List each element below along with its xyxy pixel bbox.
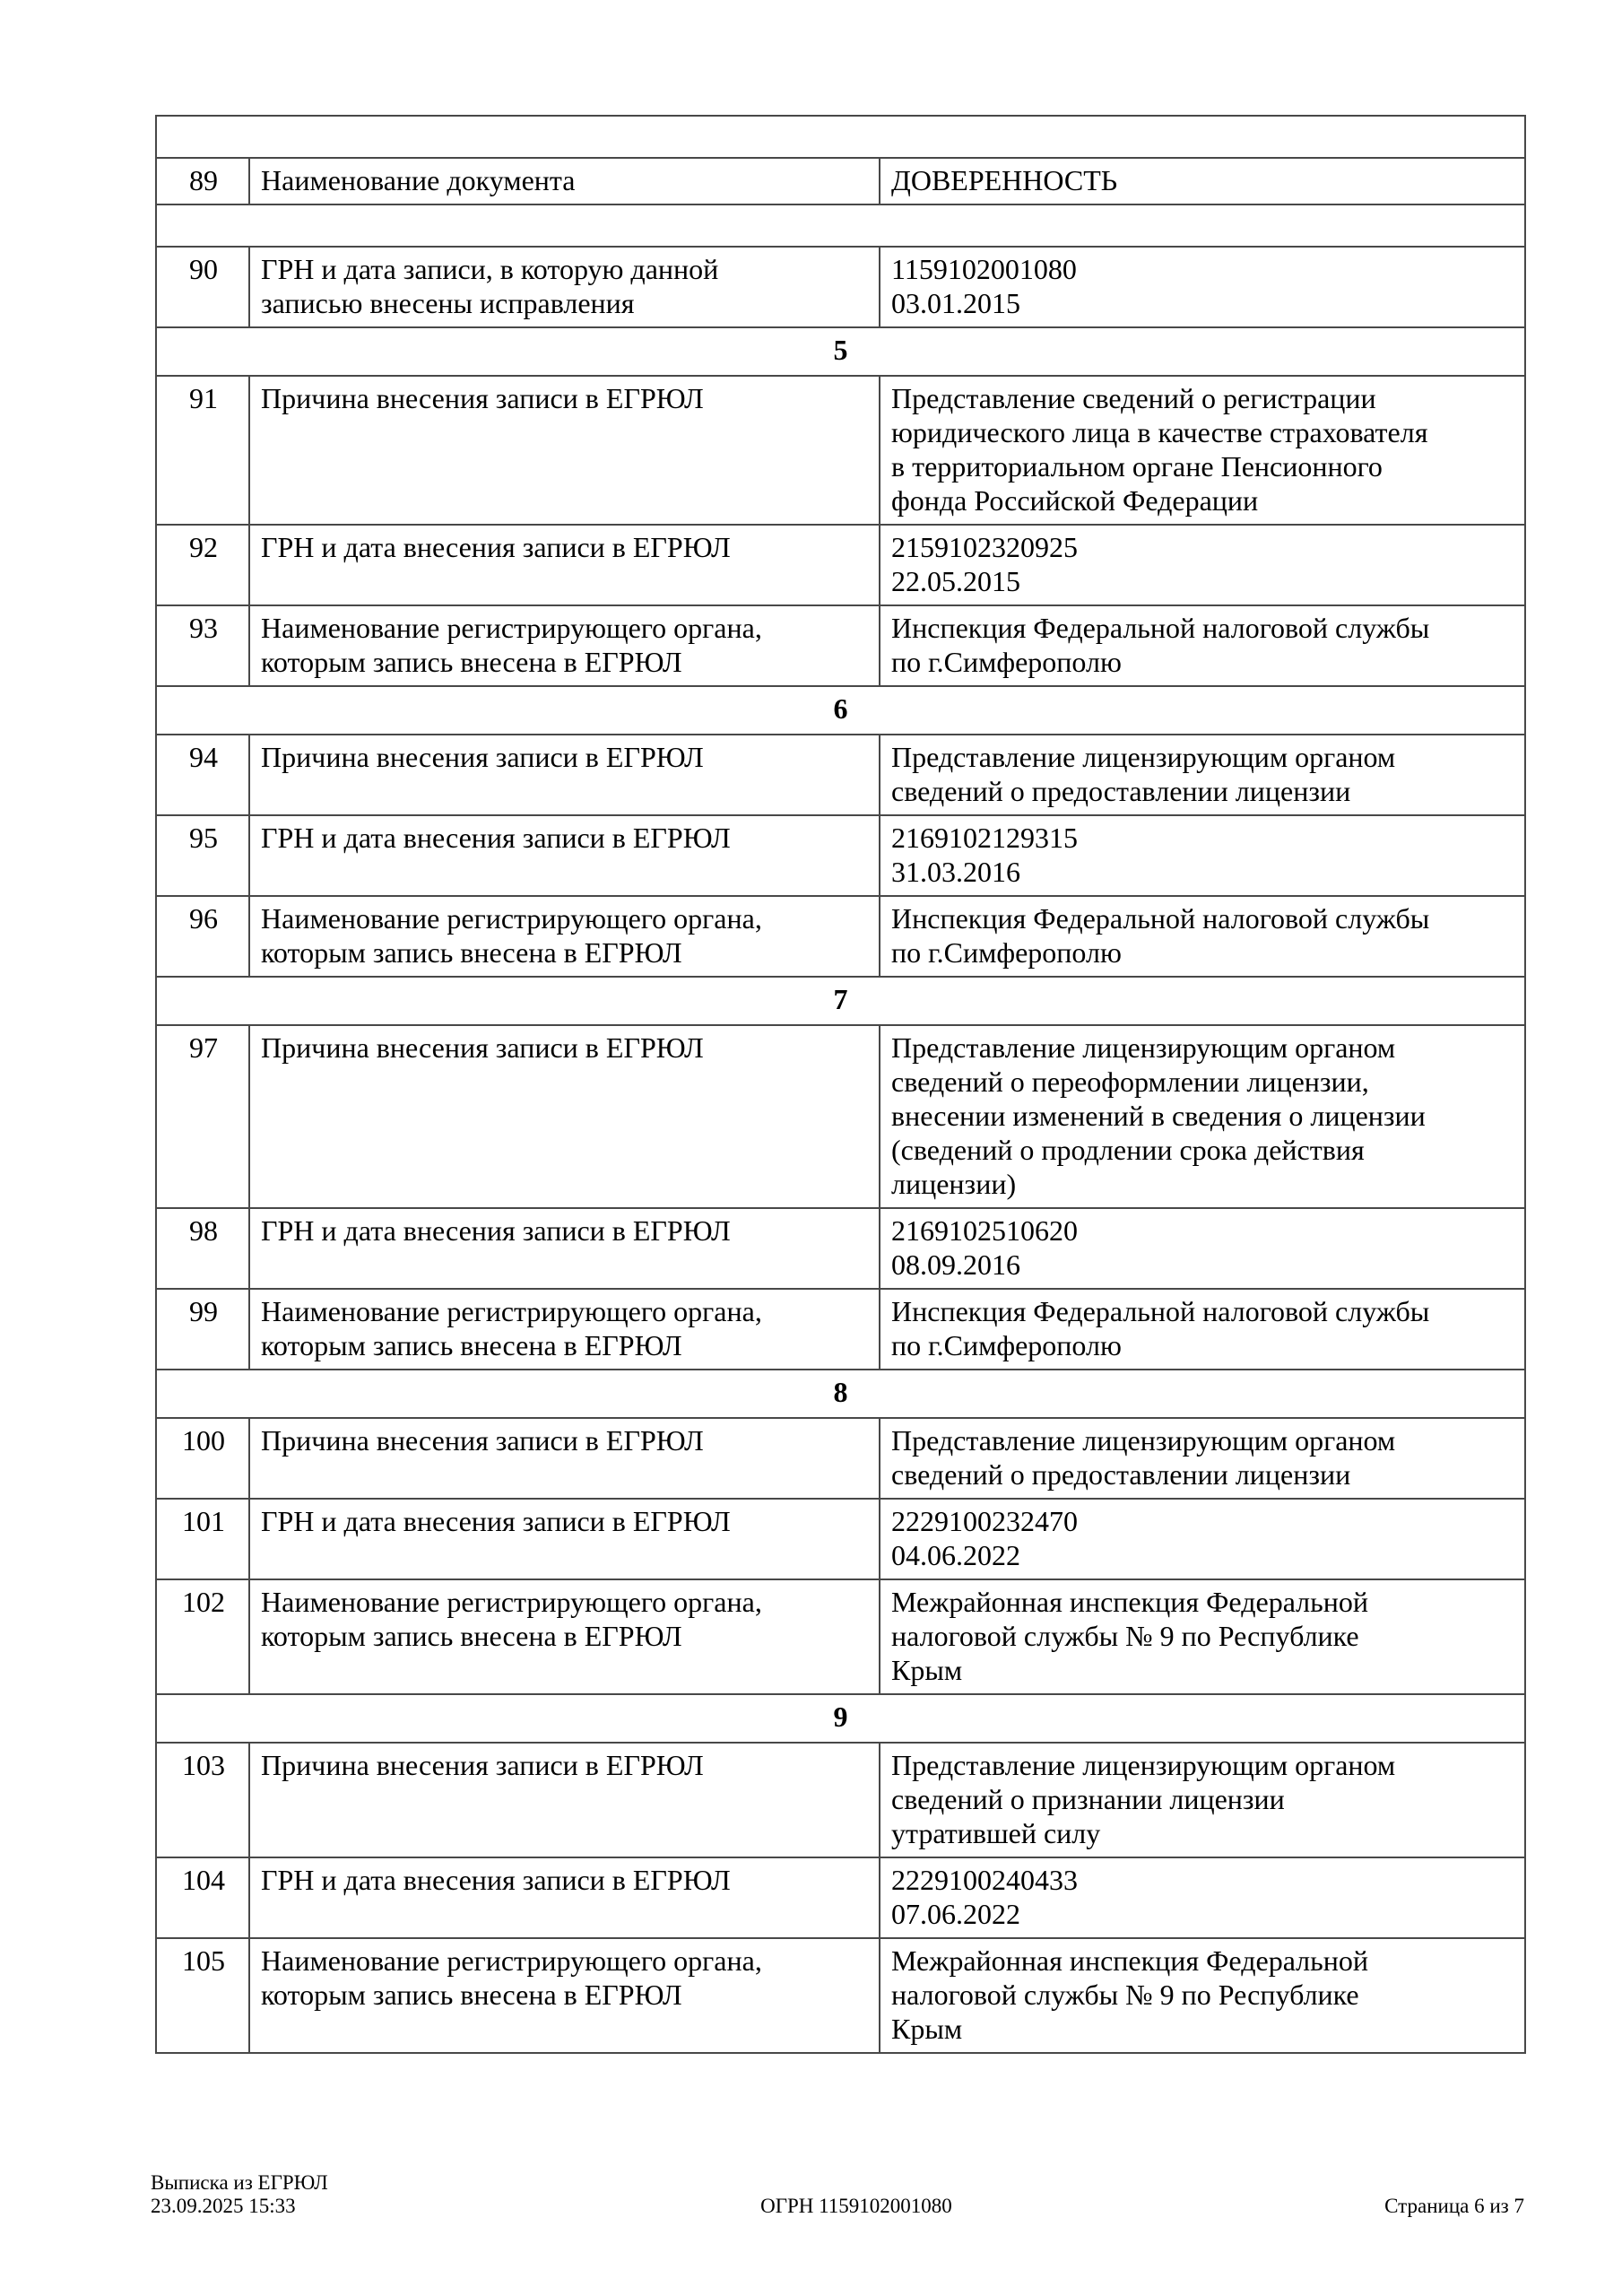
table-body bbox=[156, 116, 1525, 2053]
row-value-cell bbox=[880, 605, 1525, 686]
table-row bbox=[156, 1208, 1525, 1289]
row-value-line: 2159102320925 bbox=[891, 531, 1078, 563]
row-value-cell bbox=[880, 735, 1525, 815]
row-label-cell bbox=[249, 1938, 880, 2053]
table-row bbox=[156, 1857, 1525, 1938]
row-value-line: Представление лицензирующим органом bbox=[891, 1424, 1396, 1457]
egrul-records-table bbox=[155, 115, 1526, 2054]
row-label-line: которым запись внесена в ЕГРЮЛ bbox=[261, 936, 682, 969]
row-label-cell bbox=[249, 525, 880, 605]
row-value-line: 04.06.2022 bbox=[891, 1539, 1020, 1571]
row-value-cell bbox=[880, 1418, 1525, 1499]
row-value-line: по г.Симферополю bbox=[891, 1329, 1122, 1361]
row-value-cell bbox=[880, 1025, 1525, 1208]
row-label-line: ГРН и дата записи, в которую данной bbox=[261, 253, 719, 285]
row-value-line: Представление лицензирующим органом bbox=[891, 741, 1396, 773]
row-value-line: 22.05.2015 bbox=[891, 565, 1020, 597]
row-value-line: ДОВЕРЕННОСТЬ bbox=[891, 164, 1118, 196]
row-label-line: ГРН и дата внесения записи в ЕГРЮЛ bbox=[261, 1214, 731, 1247]
row-value-cell bbox=[880, 247, 1525, 327]
footer-doc-type: Выписка из ЕГРЮЛ bbox=[151, 2171, 328, 2194]
row-number-cell: 98 bbox=[156, 1208, 249, 1289]
row-label-line: Причина внесения записи в ЕГРЮЛ bbox=[261, 1031, 704, 1064]
row-value-line: (сведений о продлении срока действия bbox=[891, 1134, 1365, 1166]
row-value-line: 03.01.2015 bbox=[891, 287, 1020, 319]
table-row bbox=[156, 158, 1525, 204]
row-value-cell bbox=[880, 815, 1525, 896]
row-value-cell bbox=[880, 1938, 1525, 2053]
row-value-line: 2229100232470 bbox=[891, 1505, 1078, 1537]
row-value-line: лицензии) bbox=[891, 1168, 1017, 1200]
row-label-line: Наименование регистрирующего органа, bbox=[261, 612, 762, 644]
row-value-line: 2169102129315 bbox=[891, 822, 1078, 854]
row-value-line: Инспекция Федеральной налоговой службы bbox=[891, 612, 1430, 644]
table-row bbox=[156, 247, 1525, 327]
table-row bbox=[156, 1418, 1525, 1499]
row-value-cell bbox=[880, 376, 1525, 525]
spacer-row bbox=[156, 116, 1525, 158]
section-row bbox=[156, 1694, 1525, 1743]
row-label-cell bbox=[249, 376, 880, 525]
row-number-cell: 90 bbox=[156, 247, 249, 327]
row-label-line: которым запись внесена в ЕГРЮЛ bbox=[261, 646, 682, 678]
row-number-cell: 89 bbox=[156, 158, 249, 204]
row-label-cell bbox=[249, 1857, 880, 1938]
row-label-line: ГРН и дата внесения записи в ЕГРЮЛ bbox=[261, 531, 731, 563]
row-number-cell: 95 bbox=[156, 815, 249, 896]
footer-left-block bbox=[151, 2171, 328, 2218]
row-value-line: по г.Симферополю bbox=[891, 936, 1122, 969]
row-label-cell bbox=[249, 605, 880, 686]
row-label-cell bbox=[249, 1499, 880, 1579]
row-number-cell: 101 bbox=[156, 1499, 249, 1579]
row-value-line: в территориальном органе Пенсионного bbox=[891, 450, 1383, 483]
table-row bbox=[156, 1743, 1525, 1857]
row-value-cell bbox=[880, 158, 1525, 204]
row-number-cell: 97 bbox=[156, 1025, 249, 1208]
table-row bbox=[156, 605, 1525, 686]
table-row bbox=[156, 1938, 1525, 2053]
row-value-cell bbox=[880, 1289, 1525, 1370]
row-label-line: Наименование регистрирующего органа, bbox=[261, 1586, 762, 1618]
row-label-line: Наименование регистрирующего органа, bbox=[261, 1295, 762, 1327]
row-number-cell: 92 bbox=[156, 525, 249, 605]
row-label-line: Причина внесения записи в ЕГРЮЛ bbox=[261, 1749, 704, 1781]
row-value-cell bbox=[880, 1208, 1525, 1289]
row-value-line: сведений о признании лицензии bbox=[891, 1783, 1285, 1815]
row-value-line: Межрайонная инспекция Федеральной bbox=[891, 1944, 1368, 1977]
row-number-cell: 96 bbox=[156, 896, 249, 977]
row-value-line: 31.03.2016 bbox=[891, 856, 1020, 888]
row-label-cell bbox=[249, 896, 880, 977]
row-number-cell: 94 bbox=[156, 735, 249, 815]
section-number: 7 bbox=[156, 977, 1525, 1025]
row-value-line: по г.Симферополю bbox=[891, 646, 1122, 678]
row-label-line: которым запись внесена в ЕГРЮЛ bbox=[261, 1620, 682, 1652]
row-value-line: 08.09.2016 bbox=[891, 1248, 1020, 1281]
row-value-line: утратившей силу bbox=[891, 1817, 1101, 1849]
row-label-line: ГРН и дата внесения записи в ЕГРЮЛ bbox=[261, 1505, 731, 1537]
row-value-line: Крым bbox=[891, 1654, 963, 1686]
row-value-line: фонда Российской Федерации bbox=[891, 484, 1259, 517]
footer-ogrn: ОГРН 1159102001080 bbox=[760, 2195, 952, 2217]
row-label-line: Причина внесения записи в ЕГРЮЛ bbox=[261, 1424, 704, 1457]
row-label-cell bbox=[249, 1743, 880, 1857]
footer-timestamp: 23.09.2025 15:33 bbox=[151, 2195, 296, 2217]
row-value-cell bbox=[880, 1499, 1525, 1579]
page-footer bbox=[151, 2171, 1524, 2218]
row-label-cell bbox=[249, 1289, 880, 1370]
row-value-line: Инспекция Федеральной налоговой службы bbox=[891, 902, 1430, 935]
row-value-line: Представление лицензирующим органом bbox=[891, 1749, 1396, 1781]
row-label-cell bbox=[249, 1418, 880, 1499]
section-row bbox=[156, 686, 1525, 735]
section-row bbox=[156, 977, 1525, 1025]
row-number-cell: 103 bbox=[156, 1743, 249, 1857]
row-value-line: Представление сведений о регистрации bbox=[891, 382, 1376, 414]
row-number-cell: 93 bbox=[156, 605, 249, 686]
row-number-cell: 104 bbox=[156, 1857, 249, 1938]
row-label-line: которым запись внесена в ЕГРЮЛ bbox=[261, 1329, 682, 1361]
row-value-line: налоговой службы № 9 по Республике bbox=[891, 1979, 1359, 2011]
row-label-cell bbox=[249, 1025, 880, 1208]
table-row bbox=[156, 896, 1525, 977]
table-row bbox=[156, 735, 1525, 815]
row-value-line: сведений о предоставлении лицензии bbox=[891, 775, 1351, 807]
section-row bbox=[156, 1370, 1525, 1418]
row-label-line: ГРН и дата внесения записи в ЕГРЮЛ bbox=[261, 822, 731, 854]
section-row bbox=[156, 327, 1525, 376]
row-label-line: ГРН и дата внесения записи в ЕГРЮЛ bbox=[261, 1864, 731, 1896]
row-value-cell bbox=[880, 525, 1525, 605]
row-value-cell bbox=[880, 1743, 1525, 1857]
section-number: 8 bbox=[156, 1370, 1525, 1418]
row-value-line: Крым bbox=[891, 2013, 963, 2045]
row-value-cell bbox=[880, 1579, 1525, 1694]
row-value-line: сведений о переоформлении лицензии, bbox=[891, 1065, 1369, 1098]
section-number: 5 bbox=[156, 327, 1525, 376]
table-row bbox=[156, 376, 1525, 525]
row-label-cell bbox=[249, 735, 880, 815]
row-number-cell: 99 bbox=[156, 1289, 249, 1370]
row-label-line: Наименование документа bbox=[261, 164, 576, 196]
row-value-line: налоговой службы № 9 по Республике bbox=[891, 1620, 1359, 1652]
row-label-cell bbox=[249, 1208, 880, 1289]
row-label-line: Причина внесения записи в ЕГРЮЛ bbox=[261, 741, 704, 773]
row-number-cell: 100 bbox=[156, 1418, 249, 1499]
row-value-line: юридического лица в качестве страхователя bbox=[891, 416, 1428, 448]
row-value-line: сведений о предоставлении лицензии bbox=[891, 1458, 1351, 1491]
row-value-line: 07.06.2022 bbox=[891, 1898, 1020, 1930]
row-value-cell bbox=[880, 1857, 1525, 1938]
row-value-line: 2229100240433 bbox=[891, 1864, 1078, 1896]
row-label-cell bbox=[249, 815, 880, 896]
spacer-cell bbox=[156, 204, 1525, 247]
row-value-line: Межрайонная инспекция Федеральной bbox=[891, 1586, 1368, 1618]
row-value-cell bbox=[880, 896, 1525, 977]
row-label-cell bbox=[249, 247, 880, 327]
table-row bbox=[156, 1499, 1525, 1579]
row-label-line: записью внесены исправления bbox=[261, 287, 635, 319]
row-label-line: которым запись внесена в ЕГРЮЛ bbox=[261, 1979, 682, 2011]
row-number-cell: 105 bbox=[156, 1938, 249, 2053]
table-row bbox=[156, 815, 1525, 896]
row-value-line: 2169102510620 bbox=[891, 1214, 1078, 1247]
row-value-line: 1159102001080 bbox=[891, 253, 1077, 285]
table-row bbox=[156, 1579, 1525, 1694]
row-number-cell: 102 bbox=[156, 1579, 249, 1694]
table-row bbox=[156, 1025, 1525, 1208]
section-number: 9 bbox=[156, 1694, 1525, 1743]
row-value-line: Представление лицензирующим органом bbox=[891, 1031, 1396, 1064]
row-value-line: Инспекция Федеральной налоговой службы bbox=[891, 1295, 1430, 1327]
table-row bbox=[156, 525, 1525, 605]
section-number: 6 bbox=[156, 686, 1525, 735]
row-value-line: внесении изменений в сведения о лицензии bbox=[891, 1100, 1426, 1132]
row-label-cell bbox=[249, 158, 880, 204]
spacer-cell bbox=[156, 116, 1525, 158]
table-row bbox=[156, 1289, 1525, 1370]
row-number-cell: 91 bbox=[156, 376, 249, 525]
footer-page-indicator: Страница 6 из 7 bbox=[1384, 2195, 1524, 2217]
row-label-cell bbox=[249, 1579, 880, 1694]
row-label-line: Причина внесения записи в ЕГРЮЛ bbox=[261, 382, 704, 414]
row-label-line: Наименование регистрирующего органа, bbox=[261, 1944, 762, 1977]
row-label-line: Наименование регистрирующего органа, bbox=[261, 902, 762, 935]
spacer-row bbox=[156, 204, 1525, 247]
